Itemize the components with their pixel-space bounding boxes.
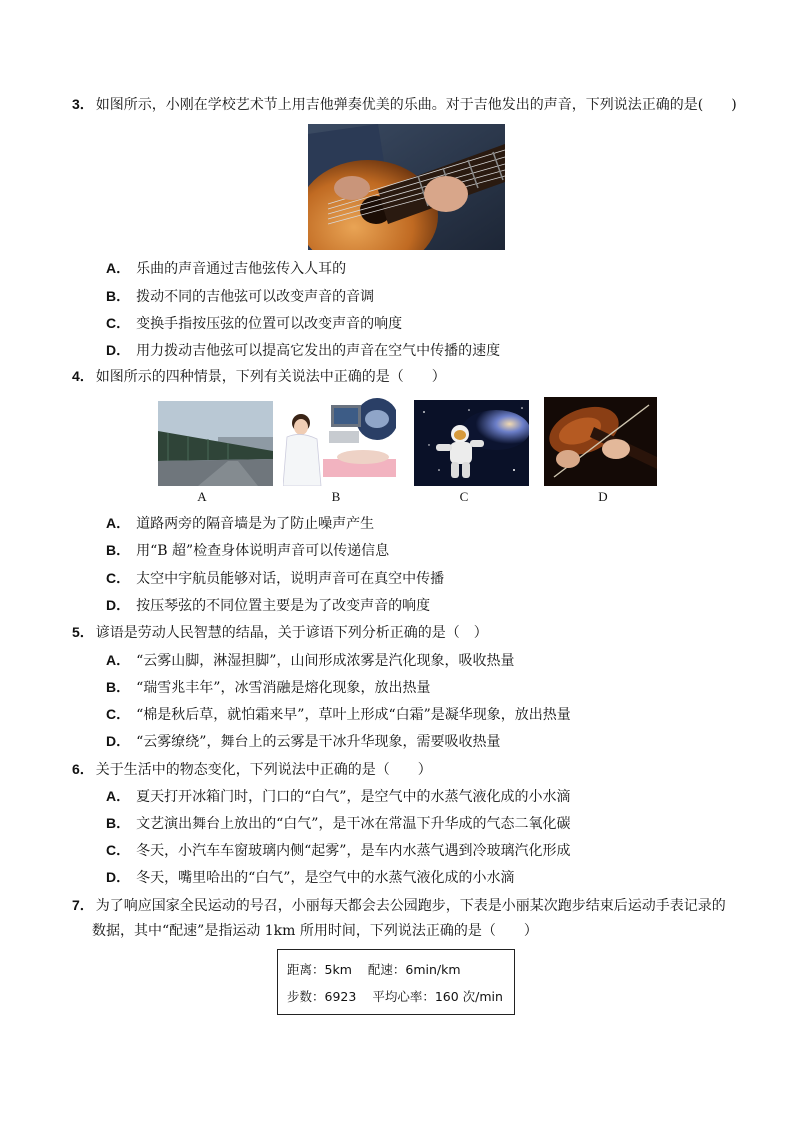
question-5-stem bbox=[72, 622, 732, 643]
astronaut-photo bbox=[414, 400, 529, 486]
question-4-option-d[interactable]: D． 按压琴弦的不同位置主要是为了改变声音的响度 bbox=[106, 597, 431, 614]
question-6-option-d[interactable]: D． 冬天，嘴里哈出的“白气”，是空气中的水蒸气液化成的小水滴 bbox=[106, 869, 515, 886]
question-5-option-b[interactable]: B． “瑞雪兆丰年”，冰雪消融是熔化现象，放出热量 bbox=[106, 679, 431, 696]
question-7-text-line2: 数据，其中“配速”是指运动 1km 所用时间，下列说法正确的是（ ） bbox=[92, 923, 538, 939]
distance-cell: 距离：5km bbox=[287, 962, 352, 977]
question-5-number: 5． bbox=[72, 624, 94, 640]
question-5-text: 谚语是劳动人民智慧的结晶，关于谚语下列分析正确的是（ ） bbox=[95, 625, 488, 641]
question-6-number: 6． bbox=[72, 761, 94, 777]
violin-photo bbox=[544, 397, 657, 486]
question-3-option-d[interactable]: D． 用力拨动吉他弦可以提高它发出的声音在空气中传播的速度 bbox=[106, 342, 501, 359]
question-6-text: 关于生活中的物态变化，下列说法中正确的是（ ） bbox=[95, 762, 432, 778]
table-row-2 bbox=[287, 987, 519, 1005]
b-ultrasound-photo bbox=[283, 397, 396, 486]
question-3-option-c[interactable]: C． 变换手指按压弦的位置可以改变声音的响度 bbox=[106, 315, 403, 332]
question-7-stem bbox=[72, 895, 732, 916]
question-6-option-b[interactable]: B． 文艺演出舞台上放出的“白气”，是干冰在常温下升华成的气态二氧化碳 bbox=[106, 815, 571, 832]
question-6-stem bbox=[72, 759, 732, 780]
question-7-text-line1: 为了响应国家全民运动的号召，小丽每天都会去公园跑步，下表是小丽某次跑步结束后运动手表记录的 bbox=[95, 898, 726, 914]
caption-b: B bbox=[331, 489, 341, 504]
caption-d: D bbox=[598, 489, 608, 504]
heart-rate-cell: 平均心率：160 次/min bbox=[372, 989, 503, 1004]
question-4-number: 4． bbox=[72, 368, 94, 384]
question-6-option-c[interactable]: C． 冬天，小汽车车窗玻璃内侧“起雾”，是车内水蒸气遇到冷玻璃汽化形成 bbox=[106, 842, 571, 859]
question-3-number: 3． bbox=[72, 96, 94, 112]
guitar-photo bbox=[308, 124, 505, 250]
question-5-option-d[interactable]: D． “云雾缭绕”，舞台上的云雾是干冰升华现象，需要吸收热量 bbox=[106, 733, 501, 750]
question-3-text: 如图所示，小刚在学校艺术节上用吉他弹奏优美的乐曲。对于吉他发出的声音，下列说法正确的是( ) bbox=[95, 97, 737, 113]
question-6-option-a[interactable]: A． 夏天打开冰箱门时，门口的“白气”，是空气中的水蒸气液化成的小水滴 bbox=[106, 788, 571, 805]
question-4-option-a[interactable]: A． 道路两旁的隔音墙是为了防止噪声产生 bbox=[106, 515, 375, 532]
question-3-option-b[interactable]: B． 拨动不同的吉他弦可以改变声音的音调 bbox=[106, 288, 375, 305]
steps-cell: 步数：6923 bbox=[287, 989, 357, 1004]
question-4-stem bbox=[72, 366, 732, 387]
sound-barrier-photo bbox=[158, 401, 273, 486]
caption-c: C bbox=[459, 489, 469, 504]
pace-cell: 配速：6min/km bbox=[367, 962, 461, 977]
caption-a: A bbox=[197, 489, 207, 504]
running-watch-data-table bbox=[277, 949, 515, 1015]
question-3-stem bbox=[72, 94, 737, 115]
question-4-option-b[interactable]: B． 用“B 超”检查身体说明声音可以传递信息 bbox=[106, 542, 390, 559]
question-5-option-a[interactable]: A． “云雾山脚，淋湿担脚”，山间形成浓雾是汽化现象，吸收热量 bbox=[106, 652, 515, 669]
question-4-text: 如图所示的四种情景，下列有关说法中正确的是（ ） bbox=[95, 369, 446, 385]
question-3-option-a[interactable]: A． 乐曲的声音通过吉他弦传入人耳的 bbox=[106, 260, 347, 277]
question-5-option-c[interactable]: C． “棉是秋后草，就怕霜来早”，草叶上形成“白霜”是凝华现象，放出热量 bbox=[106, 706, 571, 723]
question-4-option-c[interactable]: C． 太空中宇航员能够对话，说明声音可在真空中传播 bbox=[106, 570, 445, 587]
table-row-1 bbox=[287, 960, 477, 978]
question-7-number: 7． bbox=[72, 897, 94, 913]
